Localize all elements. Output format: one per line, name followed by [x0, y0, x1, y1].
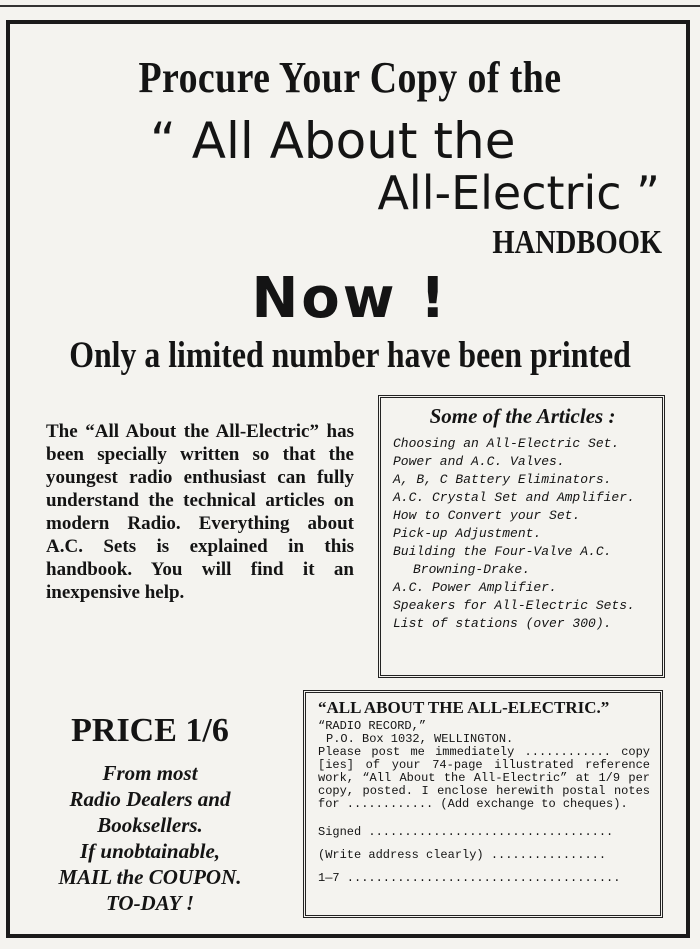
coupon-signed-line: Signed ..................................: [318, 825, 614, 839]
availability-line: MAIL the COUPON.: [58, 865, 242, 889]
articles-title: Some of the Articles :: [429, 404, 616, 428]
handbook-description: The “All About the All-Electric” has been specially written so that the youngest radio enthusiast can fully understand the technical articles on modern Radio. Everything about A.C. Sets is explained in this handbook. You will find it an inexpensive help.: [46, 421, 354, 603]
availability-line: Radio Dealers and: [69, 787, 231, 811]
availability-line: If unobtainable,: [79, 839, 221, 863]
availability-line: Booksellers.: [97, 813, 203, 837]
article-item: A, B, C Battery Eliminators.: [393, 472, 612, 487]
coupon-address-line: (Write address clearly) ................: [318, 848, 607, 862]
article-item: Browning-Drake.: [413, 562, 531, 577]
article-item: How to Convert your Set.: [393, 508, 581, 523]
article-item: Speakers for All-Electric Sets.: [393, 598, 635, 613]
availability-line: TO-DAY !: [105, 891, 195, 915]
articles-box: [378, 395, 665, 678]
headline-procure: Procure Your Copy of the: [138, 53, 562, 102]
limited-print-notice: Only a limited number have been printed: [69, 335, 631, 376]
headline-now: Now !: [251, 266, 449, 331]
coupon-address: P.O. Box 1032, WELLINGTON.: [326, 732, 514, 746]
article-item: Building the Four-Valve A.C.: [393, 544, 612, 559]
coupon-title: “ALL ABOUT THE ALL-ELECTRIC.”: [318, 698, 610, 717]
headline-handbook: HANDBOOK: [492, 224, 662, 261]
top-rule: [0, 5, 700, 7]
order-coupon: [303, 690, 663, 918]
article-item: A.C. Crystal Set and Amplifier.: [393, 490, 635, 505]
article-item: List of stations (over 300).: [393, 616, 612, 631]
coupon-body: Please post me immediately ............ copy [ies] of your 74-page illustrated reference work, “All About the All-Electric” at 1/9 per copy, posted. I enclose herewith postal notes for ............ (Add exchange to cheques).: [318, 745, 650, 811]
availability-text: [40, 760, 260, 916]
coupon-addressee: “RADIO RECORD,”: [318, 719, 427, 733]
article-item: Power and A.C. Valves.: [393, 454, 565, 469]
article-item: A.C. Power Amplifier.: [393, 580, 557, 595]
article-item: Pick-up Adjustment.: [393, 526, 542, 541]
coupon-code-line: 1—7 ......................................: [318, 871, 621, 885]
headline-title-line1: “ All About the: [150, 112, 516, 170]
headline-title-line2: All-Electric ”: [377, 166, 660, 220]
article-item: Choosing an All-Electric Set.: [393, 436, 620, 451]
articles-list: [393, 435, 652, 633]
price-label: PRICE 1/6: [71, 712, 229, 749]
availability-line: From most: [102, 761, 198, 785]
